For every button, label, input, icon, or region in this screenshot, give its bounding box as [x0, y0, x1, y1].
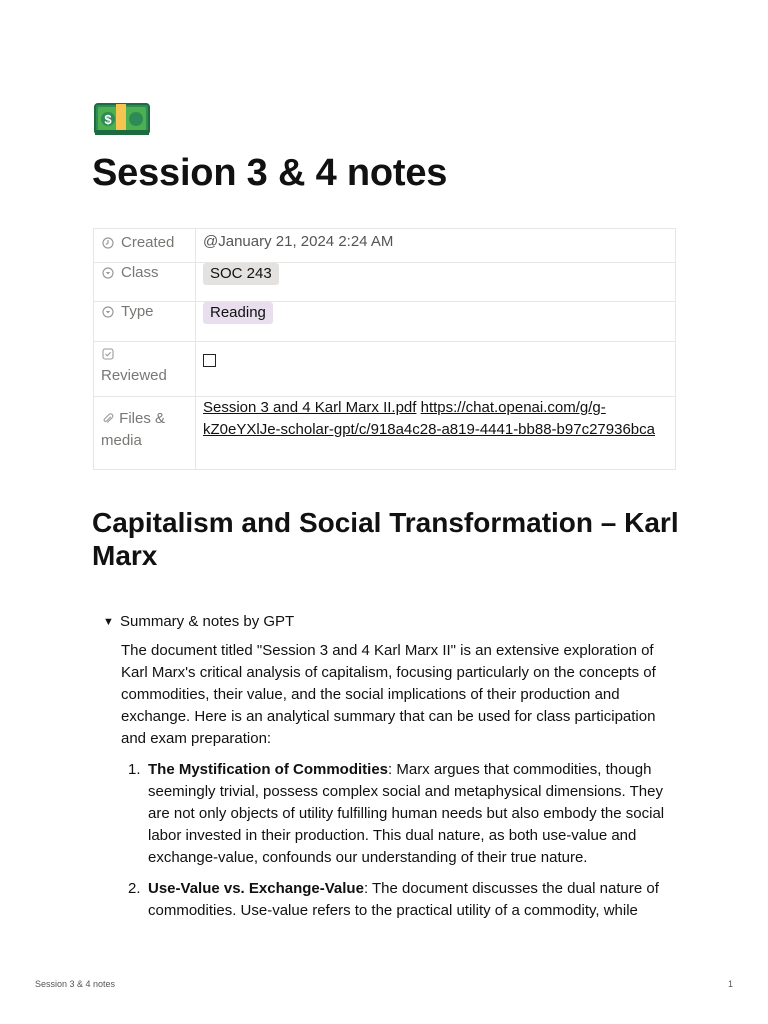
page-number: 1 [727, 979, 733, 989]
point-text: : The document discusses the dual nature of commodities. Use-value refers to the practical utility of a commodity, while [148, 880, 659, 919]
triangle-down-icon[interactable]: ▼ [103, 616, 114, 628]
class-tag[interactable]: SOC 243 [203, 263, 279, 285]
points-list [121, 759, 681, 931]
list-number: 1. [128, 761, 141, 778]
paperclip-icon [101, 412, 115, 426]
properties-table [93, 228, 676, 470]
checkbox-icon [101, 347, 115, 361]
clock-icon [101, 236, 115, 250]
point-title: The Mystification of Commodities [148, 761, 389, 778]
created-value: @January 21, 2024 2:24 AM [203, 233, 394, 250]
type-tag[interactable]: Reading [203, 302, 273, 324]
point-title: Use-Value vs. Exchange-Value [148, 880, 364, 897]
section-heading: Capitalism and Social Transformation – Karl Marx [92, 507, 679, 571]
files-label: Files & media [101, 410, 166, 449]
property-reviewed [94, 342, 676, 397]
money-with-wings-icon [93, 100, 151, 140]
property-class [94, 263, 676, 302]
created-label: Created [121, 234, 175, 251]
toggle-label: Summary & notes by GPT [120, 613, 295, 630]
reviewed-label: Reviewed [101, 367, 167, 384]
property-created [94, 229, 676, 263]
point-text: : Marx argues that commodities, though seemingly trivial, possess complex social and metaphysical dimensions. They are not only objects of utility fulfilling human needs but also embody the social labor invested in their production. This dual nature, as both use-value and exchange-value, confounds our understanding of their true nature. [148, 761, 665, 866]
property-files [94, 397, 676, 470]
list-number: 2. [128, 880, 141, 897]
gpt-chat-link[interactable]: https://chat.openai.com/g/g-kZ0eYXlJe-scholar-gpt/c/918a4c28-a819-4441-bb88-b97c27936bca [203, 399, 655, 438]
property-type [94, 302, 676, 342]
footer-title: Session 3 & 4 notes [35, 979, 116, 989]
class-label: Class [121, 264, 159, 281]
list-item [121, 878, 681, 922]
list-item [121, 759, 681, 869]
summary-toggle[interactable] [103, 612, 294, 632]
page-title: Session 3 & 4 notes [92, 152, 448, 194]
select-icon [101, 266, 115, 280]
intro-paragraph: The document titled "Session 3 and 4 Karl Marx II" is an extensive exploration of Karl Marx's critical analysis of capitalism, focusing particularly on the concepts of commodities, their value, and the social implications of their production and exchange. Here is an analytical summary that can be used for class participation and exam preparation: [121, 642, 656, 747]
select-icon [101, 305, 115, 319]
file-link[interactable]: Session 3 and 4 Karl Marx II.pdf [203, 399, 417, 416]
svg-text:$: $ [104, 112, 112, 127]
reviewed-checkbox[interactable] [203, 354, 216, 367]
type-label: Type [121, 303, 154, 320]
